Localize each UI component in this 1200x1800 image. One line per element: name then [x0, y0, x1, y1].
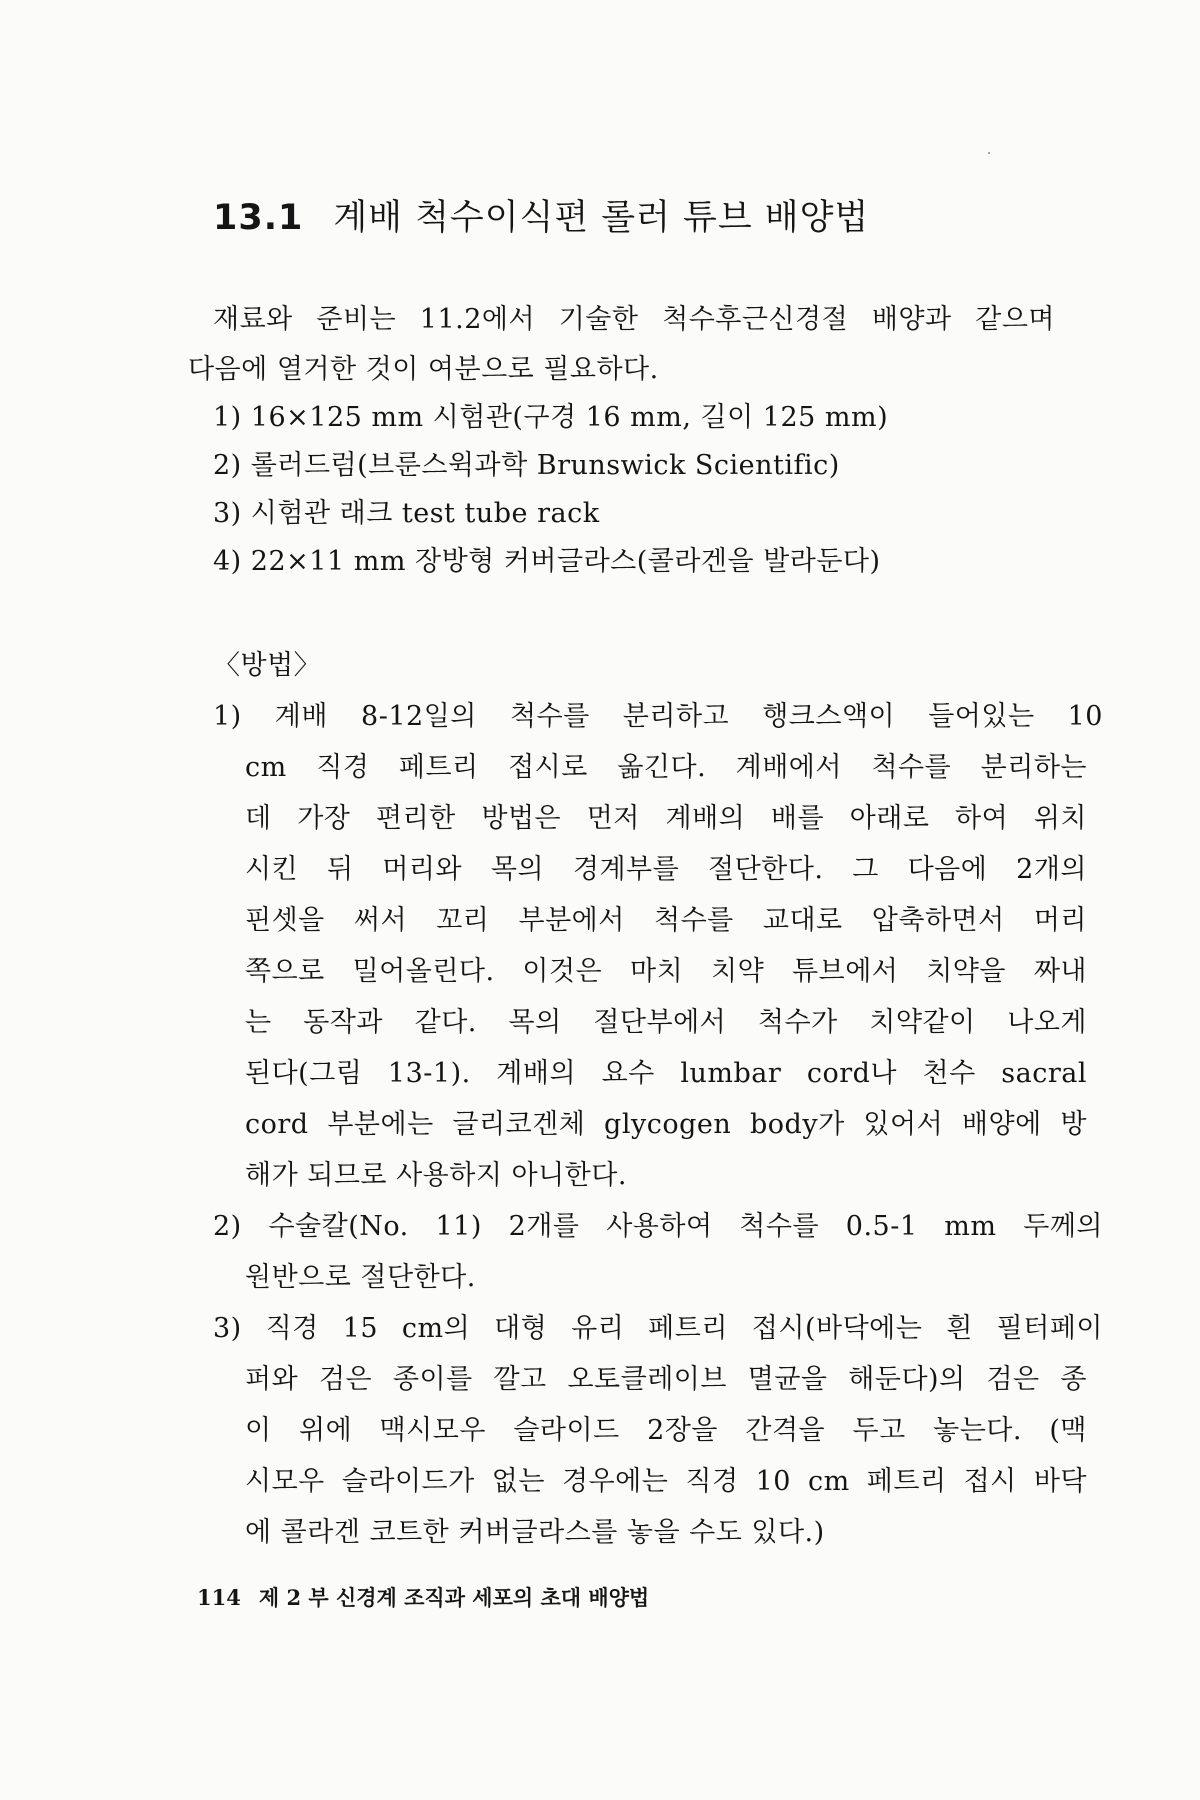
method-line: cord 부분에는 글리코겐체 glycogen body가 있어서 배양에 방 [245, 1109, 1087, 1140]
intro-line-2: 다음에 열거한 것이 여분으로 필요하다. [188, 354, 659, 385]
method-line: 데 가장 편리한 방법은 먼저 계배의 배를 아래로 하여 위치 [245, 803, 1087, 834]
section-number: 13.1 [213, 198, 304, 238]
method-line: 쪽으로 밀어올린다. 이것은 마치 치약 튜브에서 치약을 짜내 [245, 956, 1087, 987]
page-number: 114 [197, 1585, 241, 1610]
running-title: 제 2 부 신경계 조직과 세포의 초대 배양법 [258, 1585, 650, 1610]
section-heading [213, 190, 869, 240]
method-heading: 〈방법〉 [213, 650, 322, 681]
method-line: 된다(그림 13-1). 계배의 요수 lumbar cord나 천수 sacral [245, 1058, 1087, 1089]
method-line: 해가 되므로 사용하지 아니한다. [245, 1160, 627, 1191]
material-item-2: 2) 롤러드럼(브룬스윅과학 Brunswick Scientific) [213, 450, 840, 481]
page-footer [197, 1582, 649, 1612]
method-line: 시모우 슬라이드가 없는 경우에는 직경 10 cm 페트리 접시 바닥 [245, 1466, 1087, 1497]
method-line: 에 콜라겐 코트한 커버글라스를 놓을 수도 있다.) [245, 1517, 825, 1548]
section-title: 계배 척수이식편 롤러 튜브 배양법 [333, 198, 870, 238]
page-speck [988, 152, 990, 154]
method-line: 이 위에 맥시모우 슬라이드 2장을 간격을 두고 놓는다. (맥 [245, 1415, 1087, 1446]
method-line: 시킨 뒤 머리와 목의 경계부를 절단한다. 그 다음에 2개의 [245, 854, 1087, 885]
method-line: 2) 수술칼(No. 11) 2개를 사용하여 척수를 0.5-1 mm 두께의 [213, 1211, 1103, 1242]
method-line: 퍼와 검은 종이를 깔고 오토클레이브 멸균을 해둔다)의 검은 종 [245, 1364, 1087, 1395]
material-item-4: 4) 22×11 mm 장방형 커버글라스(콜라겐을 발라둔다) [213, 546, 881, 577]
method-line: 는 동작과 같다. 목의 절단부에서 척수가 치약같이 나오게 [245, 1007, 1087, 1038]
intro-line-1: 재료와 준비는 11.2에서 기술한 척수후근신경절 배양과 같으며 [213, 304, 1055, 335]
material-item-1: 1) 16×125 mm 시험관(구경 16 mm, 길이 125 mm) [213, 402, 889, 433]
method-line: 핀셋을 써서 꼬리 부분에서 척수를 교대로 압축하면서 머리 [245, 905, 1087, 936]
method-line: 1) 계배 8-12일의 척수를 분리하고 행크스액이 들어있는 10 [213, 701, 1103, 732]
method-line: 원반으로 절단한다. [245, 1262, 476, 1293]
method-line: cm 직경 페트리 접시로 옮긴다. 계배에서 척수를 분리하는 [245, 752, 1087, 783]
method-line: 3) 직경 15 cm의 대형 유리 페트리 접시(바닥에는 흰 필터페이 [213, 1313, 1103, 1344]
material-item-3: 3) 시험관 래크 test tube rack [213, 498, 600, 529]
